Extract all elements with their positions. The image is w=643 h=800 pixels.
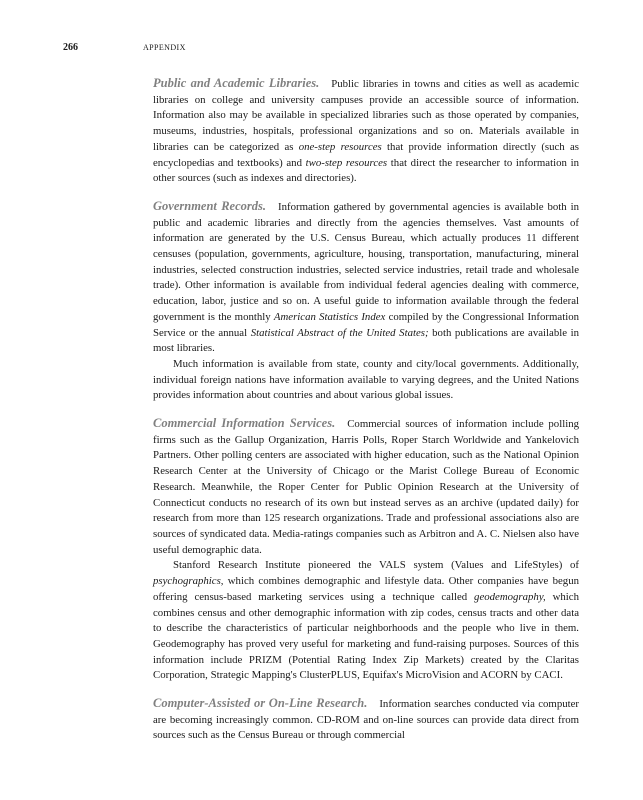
section-commercial-information-services [153,416,579,684]
section-heading: Government Records. [153,198,266,213]
page-header [63,42,583,54]
page-number: 266 [63,42,78,53]
paragraph: Public and Academic Libraries. Public libraries in towns and cities as well as academic libraries on college and university campuses provide an accessible source of information. Information also may be available in specialized libraries such as those operated by companies, museums, industries, hospitals, professional organizations and so on. Materials available in libraries can be categorized as one-step resources that provide information directly (such as encyclopedias and textbooks) and two-step resources that direct the researcher to information in other sources (such as indexes and directories). [153,76,579,185]
section-heading: Computer-Assisted or On-Line Research. [153,696,368,711]
paragraph: Stanford Research Institute pioneered the VALS system (Values and LifeStyles) of psychographics, which combines demographic and lifestyle data. Other companies have begun offering census-based marketing services using a technique called geodemography, which combines census and other demographic information with zip codes, census tracts and other data to describe the characteristics of particular neighborhoods and the people who live in them. Geodemography has proved very useful for marketing and fund-raising purposes. Sources of this information include PRIZM (Potential Rating Index Zip Markets) created by the Claritas Corporation, Strategic Mapping's ClusterPLUS, Equifax's MicroVision and ACORN by CACI. [153,559,579,682]
section-government-records [153,199,579,404]
paragraph: Government Records. Information gathered by governmental agencies is available both in public and academic libraries and directly from the agencies themselves. Vast amounts of information are generated by the U.S. Census Bureau, which actually produces 11 different censuses (population, governments, agriculture, housing, transportation, manufacturing, mineral industries, selected construction industries, selected service industries, retail trade and wholesale trade). Other information is available from individual federal agencies dealing with commerce, education, labor, justice and so on. A useful guide to information available through the federal government is the monthly American Statistics Index compiled by the Congressional Information Service or the annual Statistical Abstract of the United States; both publications are available in most libraries. [153,198,580,355]
paragraph: Much information is available from state, county and city/local governments. Additionally, individual foreign nations have information available to varying degrees, and the United Nations provides information about countries and about various global issues. [153,357,579,402]
paragraph: Commercial Information Services. Commercial sources of information include polling firms such as the Gallup Organization, Harris Polls, Roper Starch Worldwide and Yankelovich Partners. Other polling centers are associated with higher education, such as the National Opinion Research Center at the University of Chicago or the Marist College Bureau of Economic Research. Meanwhile, the Roper Center for Public Opinion Research at the University of Connecticut conducts no research of its own but instead serves as an archive (updated daily) for research from more than 125 research organizations. Trade and professional associations also are sources of syndicated data. Media-ratings companies such as Arbitron and A. C. Nielsen also have useful demographic data. [153,416,580,556]
paragraph: Computer-Assisted or On-Line Research. Information searches conducted via computer are becoming increasingly common. CD-ROM and on-line sources can provide data direct from sources such as the Census Bureau or through commercial [153,696,580,742]
section-computer-assisted-research [153,696,579,744]
running-head: APPENDIX [143,43,186,52]
section-heading: Commercial Information Services. [153,416,336,431]
section-heading: Public and Academic Libraries. [153,76,320,90]
page-body [153,76,579,756]
section-public-academic-libraries [153,76,579,187]
